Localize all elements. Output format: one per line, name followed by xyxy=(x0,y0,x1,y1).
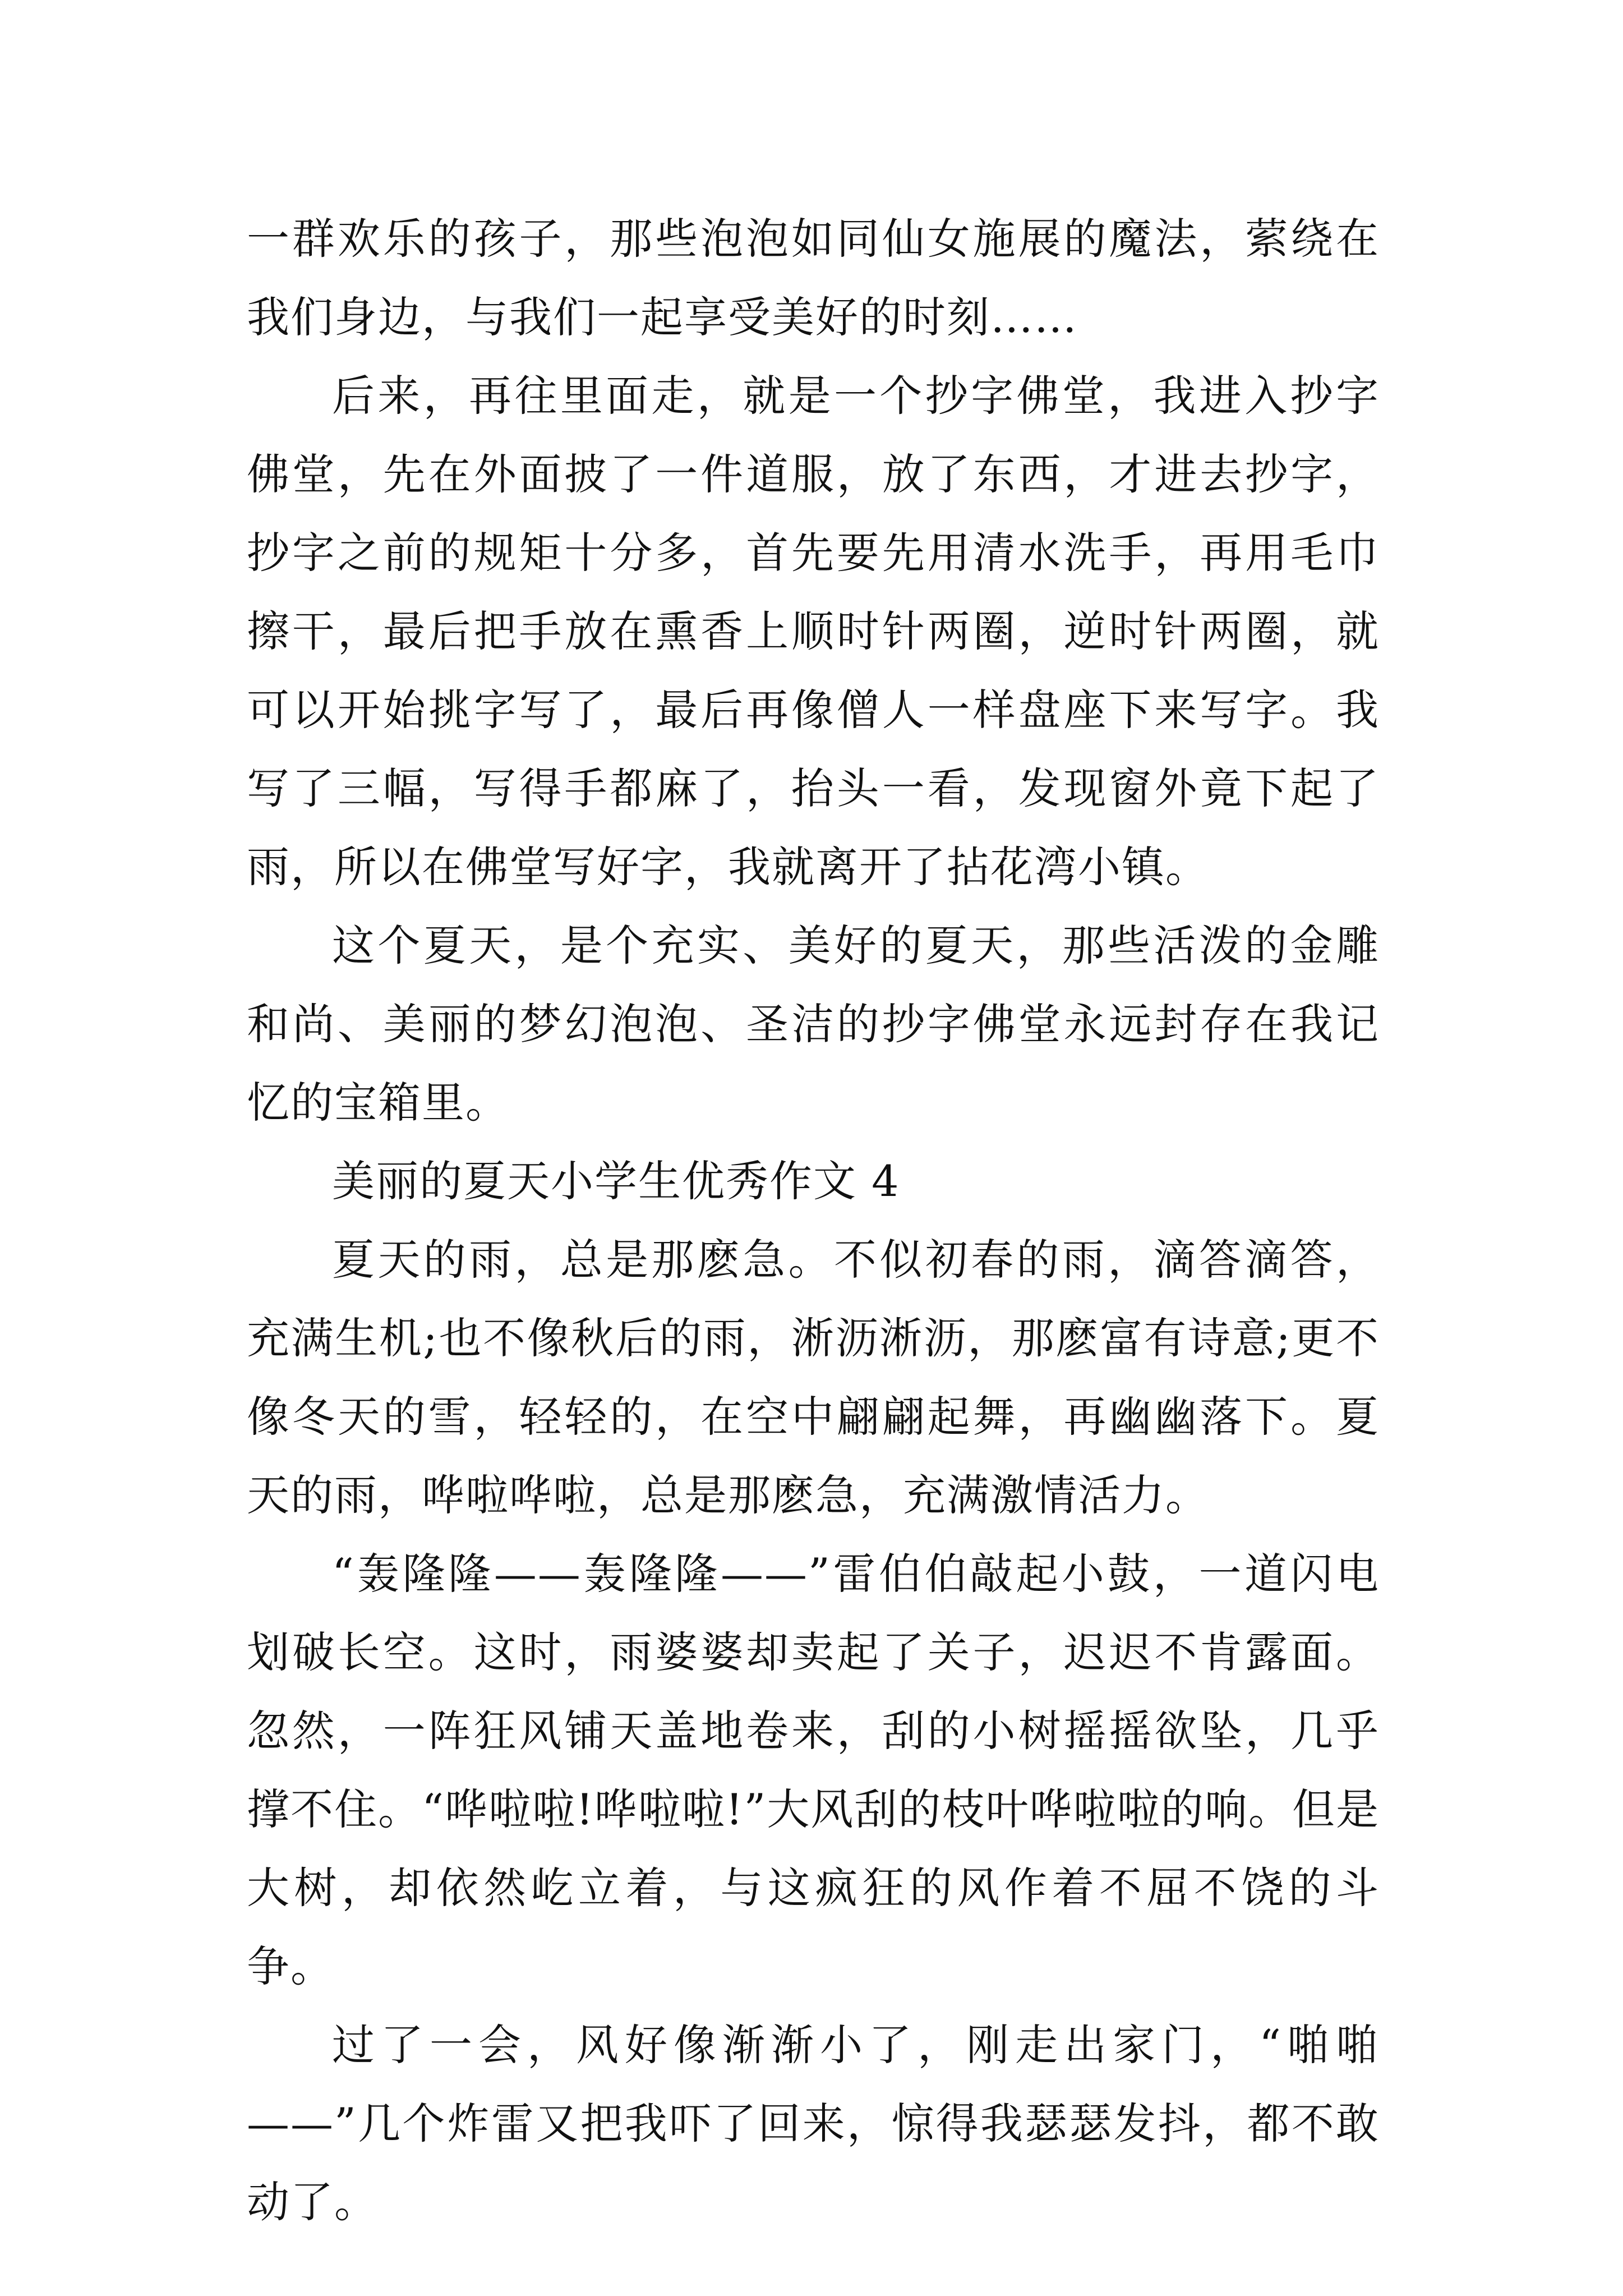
paragraph: 一群欢乐的孩子，那些泡泡如同仙女施展的魔法，萦绕在我们身边，与我们一起享受美好的时刻…… xyxy=(247,214,1380,342)
essay-text xyxy=(247,200,1380,2242)
paragraph: 过了一会，风好像渐渐小了，刚走出家门，“啪啪——”几个炸雷又把我吓了回来，惊得我瑟瑟发抖，都不敢动了。 xyxy=(247,2020,1380,2227)
paragraph: 夏天的雨，总是那麽急。不似初春的雨，滴答滴答，充满生机;也不像秋后的雨，淅沥淅沥，那麽富有诗意;更不像冬天的雪，轻轻的，在空中翩翩起舞，再幽幽落下。夏天的雨，哗啦哗啦，总是那麽急，充满激情活力。 xyxy=(247,1235,1380,1520)
paragraph: 后来，再往里面走，就是一个抄字佛堂，我进入抄字佛堂，先在外面披了一件道服，放了东西，才进去抄字，抄字之前的规矩十分多，首先要先用清水洗手，再用毛巾擦干，最后把手放在熏香上顺时针两圈，逆时针两圈，就可以开始挑字写了，最后再像僧人一样盘座下来写字。我写了三幅，写得手都麻了，抬头一看，发现窗外竟下起了雨，所以在佛堂写好字，我就离开了拈花湾小镇。 xyxy=(247,371,1380,892)
paragraph: 这个夏天，是个充实、美好的夏天，那些活泼的金雕和尚、美丽的梦幻泡泡、圣洁的抄字佛堂永远封存在我记忆的宝箱里。 xyxy=(247,921,1380,1128)
paragraph: “轰隆隆——轰隆隆——”雷伯伯敲起小鼓，一道闪电划破长空。这时，雨婆婆却卖起了关子，迟迟不肯露面。忽然，一阵狂风铺天盖地卷来，刮的小树摇摇欲坠，几乎撑不住。“哗啦啦!哗啦啦!”大风刮的枝叶哗啦啦的响。但是大树，却依然屹立着，与这疯狂的风作着不屈不饶的斗争。 xyxy=(247,1549,1380,1991)
section-heading: 美丽的夏天小学生优秀作文 4 xyxy=(332,1156,900,1206)
